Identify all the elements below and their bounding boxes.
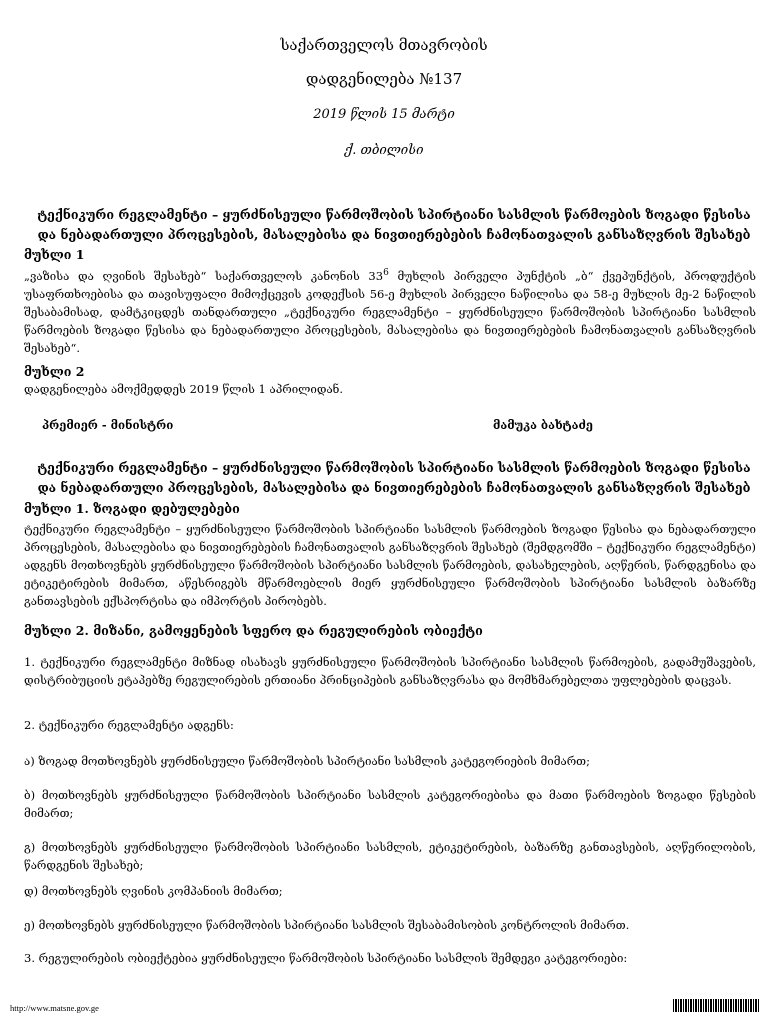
annex-article-2-paragraph-2: 2. ტექნიკური რეგლამენტი ადგენს: <box>24 718 234 732</box>
annex-article-2-item-a: ა) ზოგად მოთხოვნებს ყურძნისეული წარმოშობის სპირტიანი სასმლის კატეგორიების მიმართ; <box>24 754 590 768</box>
article-1-text-post: მუხლის პირველი პუნქტის „ბ“ ქვეპუნქტის, პროდუქტის უსაფრთხოებისა და თავისუფალი მიმოქცევის კოდექსის 56-ე მუხლის პირველი ნაწილისა და 58-ე მუხლის მე-2 ნაწილის შესაბამისად, დამტკიცდეს თანდართული „ტექნიკური რეგლამენტი – ყურძნისეული წარმოშობის სპირტიანი სასმლის წარმოების ზოგადი წესისა და ნებადართული პროცესების, მასალებისა და ნივთიერებების ჩამონათვალის განსაზღვრის შესახებ“. <box>24 268 756 355</box>
decree-date: 2019 წლის 15 მარტი <box>313 107 455 122</box>
decree-number: დადგენილება №137 <box>305 70 463 88</box>
signature-name: მამუკა ბახტაძე <box>493 418 593 432</box>
annex-title <box>24 458 764 498</box>
document-title-line2: და ნებადართული პროცესების, მასალებისა და ნივთიერებების ჩამონათვალის განსაზღვრის შესახებ <box>37 227 751 242</box>
annex-article-2-paragraph-3: 3. რეგულირების ობიექტებია ყურძნისეული წარმოშობის სპირტიანი სასმლის შემდეგი კატეგორიები: <box>24 951 628 965</box>
annex-article-1-text: ტექნიკური რეგლამენტი – ყურძნისეული წარმოშობის სპირტიანი სასმლის წარმოების ზოგადი წესისა და ნებადართული პროცესების, მასალებისა და ნივთიერებების ჩამონათვალის განსაზღვრის შესახებ (შემდგომში – ტექნიკური რეგლამენტი) ადგენს მოთხოვნებს ყურძნისეული წარმოშობის სპირტიანი სასმლის წარმოების, დასახელების, აღწერის, წარდგენისა და ეტიკეტირების მიმართ, აწესრიგებს მწარმოებლის მიერ ყურძნისეული წარმოშობის სპირტიანი სასმლის ბაზარზე განთავსების ექსპორტისა და იმპორტის პირობებს. <box>24 522 756 608</box>
article-2-label: მუხლი 2 <box>24 364 85 379</box>
barcode <box>673 999 759 1012</box>
annex-article-2-paragraph-1: 1. ტექნიკური რეგლამენტი მიზნად ისახავს ყურძნისეული წარმოშობის სპირტიანი სასმლის წარმოების, გადამუშავების, დისტრიბუციის ეტაპებზე რეგულირების ერთიანი პრინციპების განსაზღვრასა და მომხმარებელთა უფლებების დაცვას. <box>24 655 756 687</box>
government-heading: საქართველოს მთავრობის <box>280 36 488 54</box>
annex-article-2-item-d: დ) მოთხოვნებს ღვინის კომპანიის მიმართ; <box>24 884 283 898</box>
signature-position: პრემიერ - მინისტრი <box>42 418 174 432</box>
annex-title-line1: ტექნიკური რეგლამენტი – ყურძნისეული წარმოშობის სპირტიანი სასმლის წარმოების ზოგადი წესისა <box>37 460 751 475</box>
document-title-line1: ტექნიკური რეგლამენტი – ყურძნისეული წარმოშობის სპირტიანი სასმლის წარმოების ზოგადი წესისა <box>37 207 751 222</box>
article-1-text <box>24 264 756 357</box>
annex-article-2-item-g: გ) მოთხოვნებს ყურძნისეული წარმოშობის სპირტიანი სასმლის, ეტიკეტირების, ბაზარზე განთავსების, აღწერილობის, წარდგენის შესახებ; <box>24 840 756 872</box>
annex-article-2-item-b: ბ) მოთხოვნებს ყურძნისეული წარმოშობის სპირტიანი სასმლის კატეგორიებისა და მათი წარმოების ზოგადი წესების მიმართ; <box>24 788 756 820</box>
footer-url[interactable]: http://www.matsne.gov.ge <box>10 1003 99 1013</box>
document-title <box>24 205 764 245</box>
annex-article-2-label: მუხლი 2. მიზანი, გამოყენების სფერო და რეგულირების ობიექტი <box>24 623 483 638</box>
annex-title-line2: და ნებადართული პროცესების, მასალებისა და ნივთიერებების ჩამონათვალის განსაზღვრის შესახებ <box>37 480 751 495</box>
annex-article-1-label: მუხლი 1. ზოგადი დებულებები <box>24 501 240 516</box>
decree-city: ქ. თბილისი <box>344 143 424 158</box>
article-1-superscript: 6 <box>383 268 389 278</box>
article-2-text: დადგენილება ამოქმედდეს 2019 წლის 1 აპრილიდან. <box>24 382 344 396</box>
article-1-label: მუხლი 1 <box>24 247 85 262</box>
annex-article-2-item-e: ე) მოთხოვნებს ყურძნისეული წარმოშობის სპირტიანი სასმლის შესაბამისობის კონტროლის მიმართ. <box>24 918 630 932</box>
article-1-text-pre: „ვაზისა და ღვინის შესახებ“ საქართველოს კანონის 33 <box>24 268 384 283</box>
